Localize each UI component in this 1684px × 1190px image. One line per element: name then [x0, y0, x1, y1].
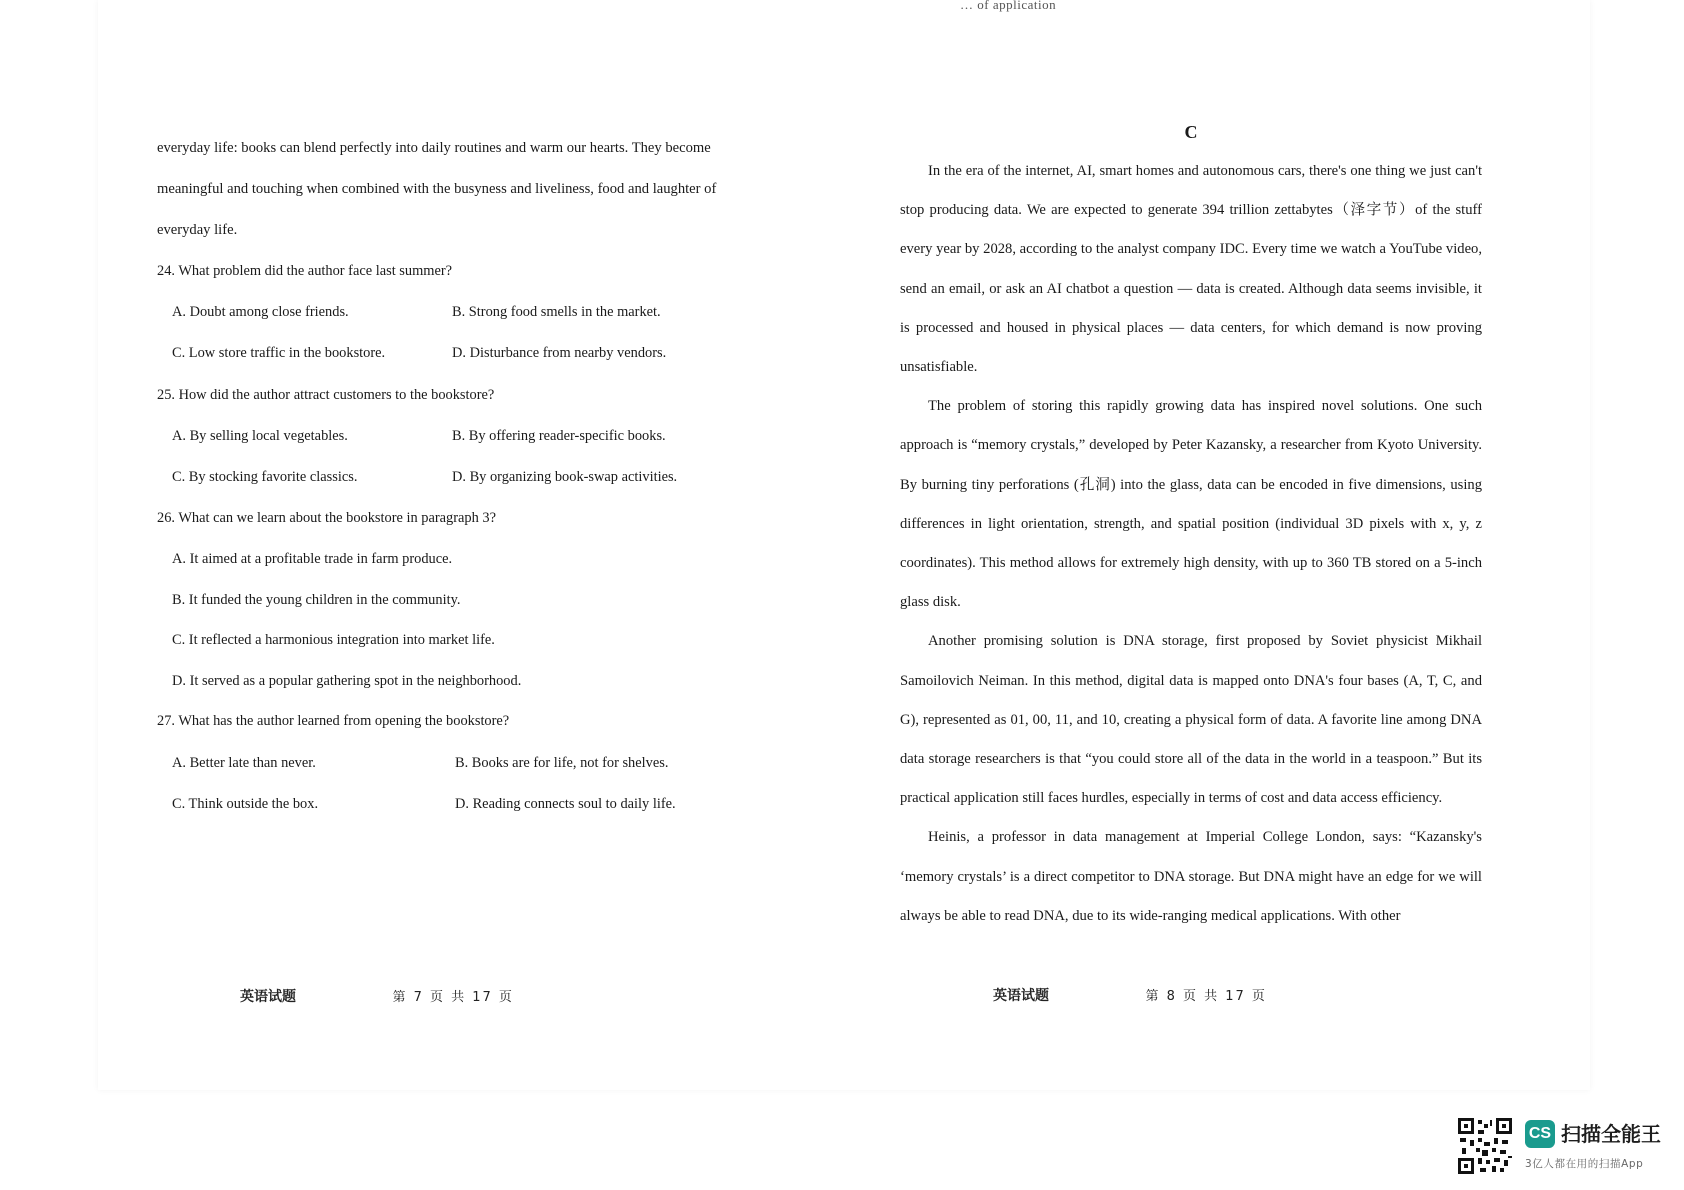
- option-27-c: C. Think outside the box.: [172, 795, 319, 812]
- options-25-row-1: [157, 416, 727, 457]
- option-25-b: B. By offering reader-specific books.: [452, 427, 666, 444]
- option-24-c: C. Low store traffic in the bookstore.: [172, 345, 386, 362]
- options-24-row-1: [157, 292, 727, 333]
- right-footer-subject: 英语试题: [993, 988, 1049, 1004]
- option-24-b: B. Strong food smells in the market.: [452, 304, 661, 321]
- left-page-footer: [240, 986, 514, 1006]
- brand-tagline: 3亿人都在用的扫描App: [1525, 1158, 1644, 1170]
- option-26-c: C. It reflected a harmonious integration into market life.: [172, 632, 495, 649]
- option-26-d: D. It served as a popular gathering spot in the neighborhood.: [172, 672, 522, 689]
- option-24-a: A. Doubt among close friends.: [172, 304, 349, 321]
- option-25-c: C. By stocking favorite classics.: [172, 469, 358, 486]
- left-page: [157, 128, 727, 825]
- passage-paragraph-3: Another promising solution is DNA storage, first proposed by Soviet physicist Mikhail Samoilovich Neiman. In this method, digital data is mapped onto DNA's four bases (A, T, C, and G), represented as 01, 00, 11, and 10, creating a physical form of data. A favorite line among DNA data storage researchers is that “you could store all of the data in the world in a teaspoon.” But its practical application still faces hurdles, especially in terms of cost and data access efficiency.: [900, 633, 1482, 807]
- question-26: 26. What can we learn about the bookstore in paragraph 3?: [157, 510, 496, 527]
- left-footer-page-number: 第 7 页 共 17 页: [392, 990, 514, 1005]
- passage-paragraph-1: In the era of the internet, AI, smart homes and autonomous cars, there's one thing we just can't stop producing data. We are expected to generate 394 trillion zettabytes（泽字节）of the stuff every year by 2028, according to the analyst company IDC. Every time we watch a YouTube video, send an email, or ask an AI chatbot a question — data is created. Although data seems invisible, it is processed and housed in physical places — data centers, for which demand is now proving unsatisfiable.: [900, 163, 1482, 376]
- passage-paragraph-2: The problem of storing this rapidly growing data has inspired novel solutions. One such approach is “memory crystals,” developed by Peter Kazansky, a researcher from Kyoto University. By burning tiny perforations (孔洞) into the glass, data can be encoded in five dimensions, using differences in light orientation, strength, and spatial position (individual 3D pixels with x, y, z coordinates). This method allows for extremely high density, with up to 360 TB stored on a 5-inch glass disk.: [900, 398, 1482, 611]
- right-page: [900, 120, 1482, 936]
- options-24-row-2: [157, 333, 727, 374]
- question-25: 25. How did the author attract customers to the bookstore?: [157, 386, 495, 403]
- camscanner-logo-icon: CS: [1525, 1120, 1555, 1148]
- question-24: 24. What problem did the author face last summer?: [157, 263, 453, 279]
- option-27-a: A. Better late than never.: [172, 754, 316, 771]
- options-25-row-2: [157, 457, 727, 498]
- option-25-d: D. By organizing book-swap activities.: [452, 469, 678, 486]
- question-27: 27. What has the author learned from opening the bookstore?: [157, 713, 510, 730]
- qr-code-icon: [1458, 1118, 1512, 1174]
- intro-line-2: meaningful and touching when combined with the busyness and liveliness, food and laughter of: [157, 181, 717, 197]
- options-27-row-2: [157, 784, 727, 825]
- right-footer-page-number: 第 8 页 共 17 页: [1145, 989, 1267, 1004]
- option-26-a: A. It aimed at a profitable trade in farm produce.: [172, 551, 453, 568]
- passage-paragraph-4: Heinis, a professor in data management at Imperial College London, says: “Kazansky's ‘memory crystals’ is a direct competitor to DNA storage. But DNA might have an edge for we will always be able to read DNA, due to its wide-ranging medical applications. With other: [900, 829, 1482, 924]
- option-24-d: D. Disturbance from nearby vendors.: [452, 345, 667, 362]
- left-footer-subject: 英语试题: [240, 989, 296, 1005]
- brand-name: 扫描全能王: [1561, 1122, 1661, 1146]
- right-page-footer: [993, 985, 1267, 1005]
- option-27-d: D. Reading connects soul to daily life.: [455, 795, 676, 812]
- options-27-row-1: [157, 743, 727, 784]
- scanner-watermark: [1458, 1118, 1668, 1174]
- intro-line-1: everyday life: books can blend perfectly into daily routines and warm our hearts. They become: [157, 140, 711, 156]
- option-26-b: B. It funded the young children in the community.: [172, 591, 461, 608]
- top-cut-text: … of application: [960, 0, 1057, 12]
- option-27-b: B. Books are for life, not for shelves.: [455, 754, 669, 771]
- option-25-a: A. By selling local vegetables.: [172, 427, 348, 444]
- intro-line-3: everyday life.: [157, 222, 238, 238]
- section-letter: C: [1184, 122, 1198, 142]
